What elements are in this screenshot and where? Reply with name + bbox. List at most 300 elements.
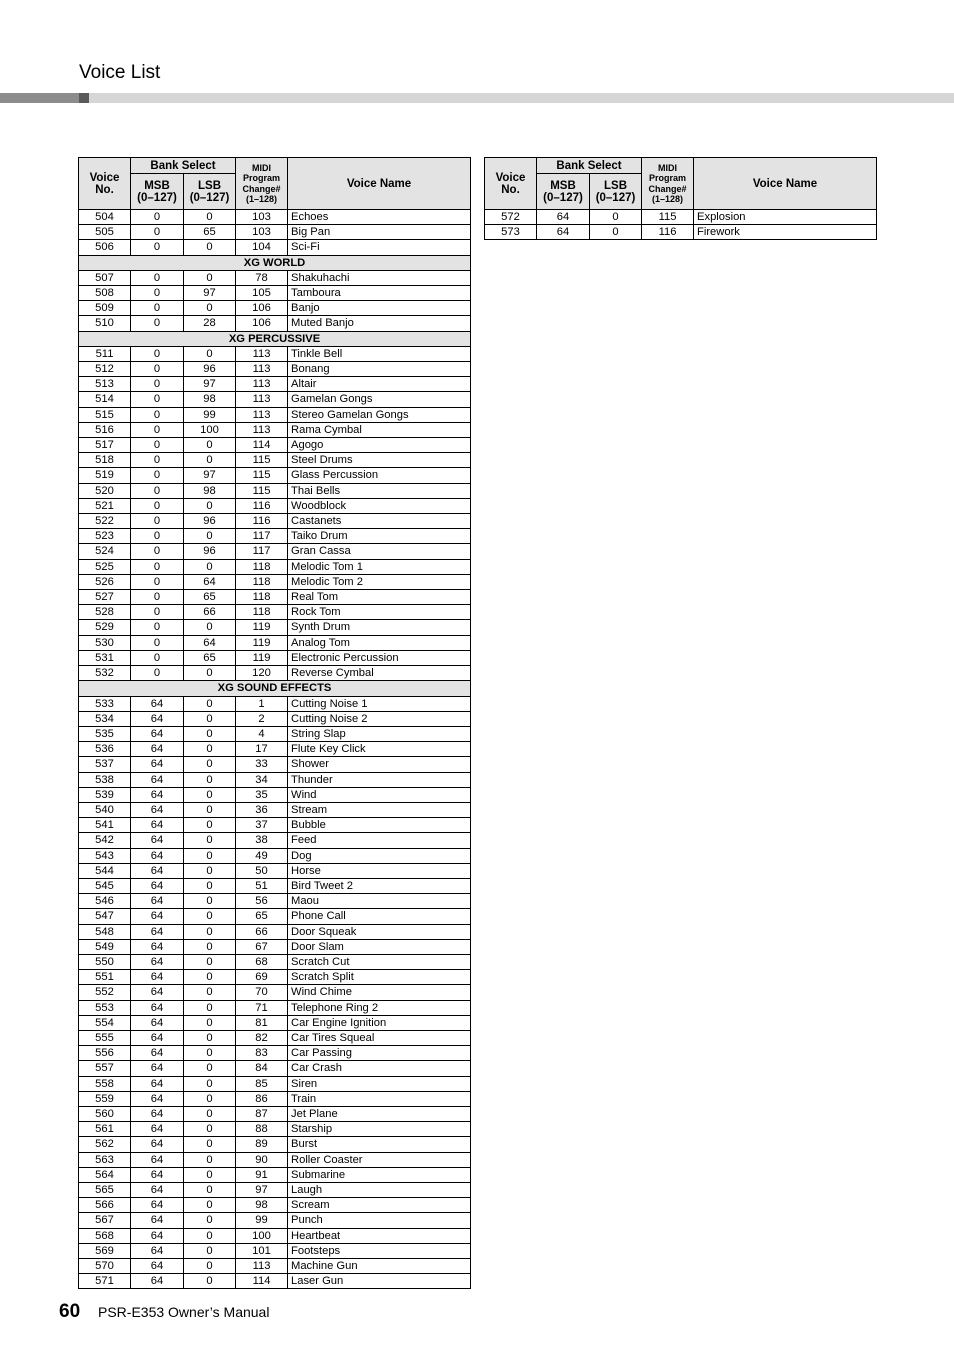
program-change-cell: 82 bbox=[236, 1030, 288, 1045]
table-row bbox=[79, 240, 471, 255]
program-change-cell: 4 bbox=[236, 726, 288, 741]
program-change-cell: 37 bbox=[236, 818, 288, 833]
table-row bbox=[79, 1000, 471, 1015]
program-change-cell: 118 bbox=[236, 590, 288, 605]
voice-name-cell: Footsteps bbox=[288, 1243, 471, 1258]
voice-name-cell: Gran Cassa bbox=[288, 544, 471, 559]
msb-cell: 0 bbox=[131, 574, 184, 589]
lsb-cell: 0 bbox=[184, 1274, 236, 1289]
lsb-cell: 0 bbox=[184, 848, 236, 863]
lsb-cell: 0 bbox=[184, 985, 236, 1000]
voice-no-cell: 528 bbox=[79, 605, 131, 620]
voice-no-cell: 521 bbox=[79, 498, 131, 513]
page-number: 60 bbox=[59, 1301, 81, 1322]
voice-name-cell: Door Slam bbox=[288, 939, 471, 954]
voice-no-cell: 550 bbox=[79, 954, 131, 969]
table-row bbox=[79, 483, 471, 498]
table-row bbox=[79, 863, 471, 878]
header-midi-program-change: MIDI Program Change# (1–128) bbox=[236, 158, 288, 210]
program-change-cell: 70 bbox=[236, 985, 288, 1000]
voice-name-cell: Shower bbox=[288, 757, 471, 772]
voice-no-cell: 557 bbox=[79, 1061, 131, 1076]
lsb-cell: 0 bbox=[184, 1243, 236, 1258]
msb-cell: 64 bbox=[131, 1015, 184, 1030]
lsb-cell: 96 bbox=[184, 544, 236, 559]
voice-no-cell: 509 bbox=[79, 301, 131, 316]
table-row bbox=[79, 848, 471, 863]
voice-no-cell: 555 bbox=[79, 1030, 131, 1045]
program-change-cell: 68 bbox=[236, 954, 288, 969]
voice-name-cell: Punch bbox=[288, 1213, 471, 1228]
table-row bbox=[79, 1243, 471, 1258]
voice-no-cell: 520 bbox=[79, 483, 131, 498]
voice-name-cell: Feed bbox=[288, 833, 471, 848]
voice-name-cell: Starship bbox=[288, 1122, 471, 1137]
msb-cell: 64 bbox=[131, 787, 184, 802]
table-row bbox=[79, 301, 471, 316]
msb-cell: 64 bbox=[131, 970, 184, 985]
msb-cell: 0 bbox=[131, 286, 184, 301]
voice-name-cell: Phone Call bbox=[288, 909, 471, 924]
program-change-cell: 34 bbox=[236, 772, 288, 787]
table-row bbox=[79, 346, 471, 361]
lsb-cell: 0 bbox=[184, 772, 236, 787]
msb-cell: 64 bbox=[131, 924, 184, 939]
program-change-cell: 113 bbox=[236, 422, 288, 437]
msb-cell: 64 bbox=[131, 1076, 184, 1091]
table-row bbox=[79, 529, 471, 544]
voice-no-cell: 534 bbox=[79, 711, 131, 726]
voice-no-cell: 540 bbox=[79, 802, 131, 817]
program-change-cell: 65 bbox=[236, 909, 288, 924]
voice-no-cell: 544 bbox=[79, 863, 131, 878]
msb-cell: 64 bbox=[131, 1061, 184, 1076]
voice-no-cell: 517 bbox=[79, 438, 131, 453]
lsb-cell: 0 bbox=[184, 696, 236, 711]
header-voice-no: Voice No. bbox=[79, 158, 131, 210]
voice-no-cell: 512 bbox=[79, 362, 131, 377]
voice-name-cell: Taiko Drum bbox=[288, 529, 471, 544]
voice-no-cell: 567 bbox=[79, 1213, 131, 1228]
voice-no-cell: 562 bbox=[79, 1137, 131, 1152]
program-change-cell: 106 bbox=[236, 316, 288, 331]
msb-cell: 64 bbox=[131, 848, 184, 863]
table-row bbox=[79, 954, 471, 969]
lsb-cell: 64 bbox=[184, 574, 236, 589]
category-label: XG SOUND EFFECTS bbox=[79, 681, 471, 696]
msb-cell: 0 bbox=[131, 362, 184, 377]
program-change-cell: 119 bbox=[236, 650, 288, 665]
msb-cell: 64 bbox=[131, 939, 184, 954]
lsb-cell: 0 bbox=[184, 240, 236, 255]
voice-name-cell: Maou bbox=[288, 894, 471, 909]
table-row bbox=[79, 377, 471, 392]
table-row bbox=[79, 878, 471, 893]
program-change-cell: 106 bbox=[236, 301, 288, 316]
program-change-cell: 118 bbox=[236, 574, 288, 589]
header-bar-dark bbox=[0, 93, 79, 103]
voice-name-cell: Firework bbox=[694, 225, 877, 240]
lsb-cell: 66 bbox=[184, 605, 236, 620]
voice-name-cell: Analog Tom bbox=[288, 635, 471, 650]
voice-name-cell: Sci-Fi bbox=[288, 240, 471, 255]
voice-no-cell: 547 bbox=[79, 909, 131, 924]
voice-name-cell: Heartbeat bbox=[288, 1228, 471, 1243]
voice-no-cell: 568 bbox=[79, 1228, 131, 1243]
voice-no-cell: 556 bbox=[79, 1046, 131, 1061]
lsb-cell: 0 bbox=[184, 833, 236, 848]
msb-cell: 0 bbox=[131, 468, 184, 483]
table-row bbox=[79, 590, 471, 605]
voice-name-cell: Shakuhachi bbox=[288, 270, 471, 285]
program-change-cell: 115 bbox=[236, 468, 288, 483]
msb-cell: 0 bbox=[131, 529, 184, 544]
program-change-cell: 114 bbox=[236, 1274, 288, 1289]
table-row bbox=[79, 1213, 471, 1228]
lsb-cell: 0 bbox=[184, 666, 236, 681]
msb-cell: 64 bbox=[131, 863, 184, 878]
lsb-cell: 0 bbox=[184, 863, 236, 878]
voice-table-right-body bbox=[485, 210, 877, 240]
voice-no-cell: 511 bbox=[79, 346, 131, 361]
msb-cell: 0 bbox=[131, 483, 184, 498]
lsb-cell: 0 bbox=[184, 346, 236, 361]
table-row bbox=[79, 1030, 471, 1045]
program-change-cell: 99 bbox=[236, 1213, 288, 1228]
msb-cell: 64 bbox=[131, 726, 184, 741]
msb-cell: 64 bbox=[131, 1152, 184, 1167]
lsb-cell: 28 bbox=[184, 316, 236, 331]
voice-name-cell: Big Pan bbox=[288, 225, 471, 240]
msb-cell: 0 bbox=[131, 438, 184, 453]
lsb-cell: 0 bbox=[184, 711, 236, 726]
voice-name-cell: Door Squeak bbox=[288, 924, 471, 939]
table-row bbox=[79, 1046, 471, 1061]
lsb-cell: 64 bbox=[184, 635, 236, 650]
table-row bbox=[79, 1198, 471, 1213]
voice-no-cell: 552 bbox=[79, 985, 131, 1000]
table-row bbox=[79, 1228, 471, 1243]
table-row bbox=[79, 1183, 471, 1198]
msb-cell: 64 bbox=[131, 1228, 184, 1243]
program-change-cell: 104 bbox=[236, 240, 288, 255]
manual-title: PSR-E353 Owner’s Manual bbox=[98, 1304, 270, 1320]
table-row bbox=[485, 225, 877, 240]
program-change-cell: 113 bbox=[236, 407, 288, 422]
msb-cell: 64 bbox=[537, 210, 590, 225]
voice-name-cell: Bird Tweet 2 bbox=[288, 878, 471, 893]
msb-cell: 64 bbox=[131, 1243, 184, 1258]
lsb-cell: 97 bbox=[184, 468, 236, 483]
lsb-cell: 0 bbox=[184, 559, 236, 574]
voice-name-cell: Wind bbox=[288, 787, 471, 802]
program-change-cell: 67 bbox=[236, 939, 288, 954]
msb-cell: 0 bbox=[131, 377, 184, 392]
table-row bbox=[79, 696, 471, 711]
table-row bbox=[79, 985, 471, 1000]
program-change-cell: 36 bbox=[236, 802, 288, 817]
voice-name-cell: Car Tires Squeal bbox=[288, 1030, 471, 1045]
lsb-cell: 0 bbox=[184, 1213, 236, 1228]
program-change-cell: 35 bbox=[236, 787, 288, 802]
voice-name-cell: Bonang bbox=[288, 362, 471, 377]
voice-no-cell: 506 bbox=[79, 240, 131, 255]
lsb-cell: 65 bbox=[184, 590, 236, 605]
msb-cell: 64 bbox=[131, 772, 184, 787]
lsb-cell: 0 bbox=[184, 939, 236, 954]
program-change-cell: 1 bbox=[236, 696, 288, 711]
voice-name-cell: Explosion bbox=[694, 210, 877, 225]
program-change-cell: 119 bbox=[236, 635, 288, 650]
voice-no-cell: 510 bbox=[79, 316, 131, 331]
voice-no-cell: 537 bbox=[79, 757, 131, 772]
msb-cell: 0 bbox=[131, 346, 184, 361]
msb-cell: 64 bbox=[131, 878, 184, 893]
program-change-cell: 38 bbox=[236, 833, 288, 848]
program-change-cell: 89 bbox=[236, 1137, 288, 1152]
lsb-cell: 0 bbox=[184, 970, 236, 985]
program-change-cell: 115 bbox=[236, 483, 288, 498]
voice-name-cell: Dog bbox=[288, 848, 471, 863]
lsb-cell: 65 bbox=[184, 650, 236, 665]
voice-name-cell: Melodic Tom 2 bbox=[288, 574, 471, 589]
voice-name-cell: Roller Coaster bbox=[288, 1152, 471, 1167]
program-change-cell: 90 bbox=[236, 1152, 288, 1167]
msb-cell: 0 bbox=[131, 514, 184, 529]
voice-no-cell: 551 bbox=[79, 970, 131, 985]
msb-cell: 64 bbox=[131, 1106, 184, 1121]
voice-name-cell: Rock Tom bbox=[288, 605, 471, 620]
msb-cell: 64 bbox=[131, 894, 184, 909]
header-msb: MSB (0–127) bbox=[537, 174, 590, 210]
voice-name-cell: Castanets bbox=[288, 514, 471, 529]
msb-cell: 64 bbox=[131, 1198, 184, 1213]
voice-no-cell: 504 bbox=[79, 210, 131, 225]
lsb-cell: 0 bbox=[184, 1183, 236, 1198]
table-row bbox=[79, 1259, 471, 1274]
program-change-cell: 113 bbox=[236, 1259, 288, 1274]
table-row bbox=[79, 1152, 471, 1167]
voice-no-cell: 536 bbox=[79, 742, 131, 757]
program-change-cell: 103 bbox=[236, 225, 288, 240]
voice-no-cell: 513 bbox=[79, 377, 131, 392]
voice-name-cell: Car Engine Ignition bbox=[288, 1015, 471, 1030]
category-row bbox=[79, 331, 471, 346]
msb-cell: 64 bbox=[131, 1137, 184, 1152]
program-change-cell: 101 bbox=[236, 1243, 288, 1258]
voice-name-cell: Banjo bbox=[288, 301, 471, 316]
lsb-cell: 0 bbox=[184, 1091, 236, 1106]
msb-cell: 0 bbox=[131, 316, 184, 331]
table-row bbox=[79, 650, 471, 665]
program-change-cell: 33 bbox=[236, 757, 288, 772]
msb-cell: 64 bbox=[131, 1183, 184, 1198]
lsb-cell: 0 bbox=[184, 453, 236, 468]
voice-name-cell: Gamelan Gongs bbox=[288, 392, 471, 407]
header-bank-select: Bank Select bbox=[131, 158, 236, 174]
table-row bbox=[79, 818, 471, 833]
voice-no-cell: 558 bbox=[79, 1076, 131, 1091]
table-row bbox=[79, 924, 471, 939]
category-label: XG WORLD bbox=[79, 255, 471, 270]
lsb-cell: 0 bbox=[184, 757, 236, 772]
table-row bbox=[79, 726, 471, 741]
program-change-cell: 105 bbox=[236, 286, 288, 301]
table-row bbox=[79, 574, 471, 589]
program-change-cell: 116 bbox=[236, 498, 288, 513]
voice-name-cell: Altair bbox=[288, 377, 471, 392]
msb-cell: 0 bbox=[131, 590, 184, 605]
msb-cell: 0 bbox=[131, 210, 184, 225]
program-change-cell: 88 bbox=[236, 1122, 288, 1137]
page-title: Voice List bbox=[79, 62, 161, 83]
msb-cell: 0 bbox=[131, 240, 184, 255]
lsb-cell: 99 bbox=[184, 407, 236, 422]
msb-cell: 64 bbox=[131, 818, 184, 833]
msb-cell: 64 bbox=[131, 954, 184, 969]
table-row bbox=[79, 422, 471, 437]
program-change-cell: 117 bbox=[236, 529, 288, 544]
voice-no-cell: 572 bbox=[485, 210, 537, 225]
msb-cell: 64 bbox=[131, 833, 184, 848]
program-change-cell: 118 bbox=[236, 559, 288, 574]
voice-no-cell: 549 bbox=[79, 939, 131, 954]
lsb-cell: 0 bbox=[184, 270, 236, 285]
program-change-cell: 83 bbox=[236, 1046, 288, 1061]
voice-no-cell: 569 bbox=[79, 1243, 131, 1258]
voice-no-cell: 535 bbox=[79, 726, 131, 741]
table-row bbox=[79, 1122, 471, 1137]
table-row bbox=[79, 210, 471, 225]
program-change-cell: 116 bbox=[236, 514, 288, 529]
lsb-cell: 0 bbox=[184, 1152, 236, 1167]
table-row bbox=[79, 833, 471, 848]
voice-name-cell: Agogo bbox=[288, 438, 471, 453]
voice-no-cell: 539 bbox=[79, 787, 131, 802]
voice-no-cell: 554 bbox=[79, 1015, 131, 1030]
table-row bbox=[79, 559, 471, 574]
voice-no-cell: 548 bbox=[79, 924, 131, 939]
lsb-cell: 0 bbox=[184, 818, 236, 833]
voice-name-cell: Submarine bbox=[288, 1167, 471, 1182]
lsb-cell: 100 bbox=[184, 422, 236, 437]
table-row bbox=[79, 270, 471, 285]
voice-name-cell: Thai Bells bbox=[288, 483, 471, 498]
voice-name-cell: Car Crash bbox=[288, 1061, 471, 1076]
table-row bbox=[79, 757, 471, 772]
msb-cell: 64 bbox=[131, 742, 184, 757]
program-change-cell: 49 bbox=[236, 848, 288, 863]
lsb-cell: 0 bbox=[184, 909, 236, 924]
msb-cell: 0 bbox=[131, 407, 184, 422]
table-row bbox=[79, 1274, 471, 1289]
header-bar-light bbox=[89, 93, 954, 103]
lsb-cell: 96 bbox=[184, 514, 236, 529]
lsb-cell: 0 bbox=[184, 726, 236, 741]
voice-no-cell: 571 bbox=[79, 1274, 131, 1289]
lsb-cell: 0 bbox=[184, 438, 236, 453]
lsb-cell: 0 bbox=[184, 529, 236, 544]
program-change-cell: 86 bbox=[236, 1091, 288, 1106]
header-voice-name: Voice Name bbox=[694, 158, 877, 210]
lsb-cell: 0 bbox=[184, 1076, 236, 1091]
table-row bbox=[79, 225, 471, 240]
msb-cell: 0 bbox=[131, 498, 184, 513]
msb-cell: 64 bbox=[537, 225, 590, 240]
voice-name-cell: Muted Banjo bbox=[288, 316, 471, 331]
msb-cell: 64 bbox=[131, 1274, 184, 1289]
table-row bbox=[79, 787, 471, 802]
voice-no-cell: 531 bbox=[79, 650, 131, 665]
voice-name-cell: Siren bbox=[288, 1076, 471, 1091]
msb-cell: 0 bbox=[131, 301, 184, 316]
lsb-cell: 0 bbox=[184, 954, 236, 969]
program-change-cell: 100 bbox=[236, 1228, 288, 1243]
msb-cell: 64 bbox=[131, 696, 184, 711]
table-row bbox=[79, 453, 471, 468]
table-row bbox=[79, 407, 471, 422]
program-change-cell: 103 bbox=[236, 210, 288, 225]
voice-no-cell: 570 bbox=[79, 1259, 131, 1274]
lsb-cell: 0 bbox=[184, 1259, 236, 1274]
program-change-cell: 50 bbox=[236, 863, 288, 878]
header-midi-program-change: MIDI Program Change# (1–128) bbox=[642, 158, 694, 210]
program-change-cell: 87 bbox=[236, 1106, 288, 1121]
lsb-cell: 0 bbox=[184, 924, 236, 939]
program-change-cell: 113 bbox=[236, 346, 288, 361]
msb-cell: 0 bbox=[131, 620, 184, 635]
voice-no-cell: 524 bbox=[79, 544, 131, 559]
program-change-cell: 66 bbox=[236, 924, 288, 939]
voice-no-cell: 527 bbox=[79, 590, 131, 605]
voice-name-cell: Scratch Cut bbox=[288, 954, 471, 969]
voice-no-cell: 508 bbox=[79, 286, 131, 301]
voice-no-cell: 519 bbox=[79, 468, 131, 483]
table-row bbox=[79, 620, 471, 635]
table-row bbox=[79, 498, 471, 513]
msb-cell: 0 bbox=[131, 666, 184, 681]
table-row bbox=[79, 909, 471, 924]
program-change-cell: 91 bbox=[236, 1167, 288, 1182]
voice-no-cell: 541 bbox=[79, 818, 131, 833]
lsb-cell: 98 bbox=[184, 392, 236, 407]
program-change-cell: 117 bbox=[236, 544, 288, 559]
voice-name-cell: Machine Gun bbox=[288, 1259, 471, 1274]
voice-name-cell: Wind Chime bbox=[288, 985, 471, 1000]
voice-no-cell: 507 bbox=[79, 270, 131, 285]
program-change-cell: 114 bbox=[236, 438, 288, 453]
voice-name-cell: Steel Drums bbox=[288, 453, 471, 468]
voice-no-cell: 532 bbox=[79, 666, 131, 681]
msb-cell: 0 bbox=[131, 453, 184, 468]
msb-cell: 64 bbox=[131, 711, 184, 726]
voice-name-cell: Car Passing bbox=[288, 1046, 471, 1061]
program-change-cell: 84 bbox=[236, 1061, 288, 1076]
table-row bbox=[79, 362, 471, 377]
msb-cell: 0 bbox=[131, 392, 184, 407]
voice-no-cell: 523 bbox=[79, 529, 131, 544]
voice-no-cell: 542 bbox=[79, 833, 131, 848]
table-row bbox=[79, 1015, 471, 1030]
msb-cell: 0 bbox=[131, 225, 184, 240]
lsb-cell: 96 bbox=[184, 362, 236, 377]
msb-cell: 64 bbox=[131, 1046, 184, 1061]
voice-name-cell: Cutting Noise 2 bbox=[288, 711, 471, 726]
lsb-cell: 98 bbox=[184, 483, 236, 498]
header-bar-block bbox=[79, 93, 89, 103]
msb-cell: 64 bbox=[131, 1122, 184, 1137]
category-row bbox=[79, 255, 471, 270]
